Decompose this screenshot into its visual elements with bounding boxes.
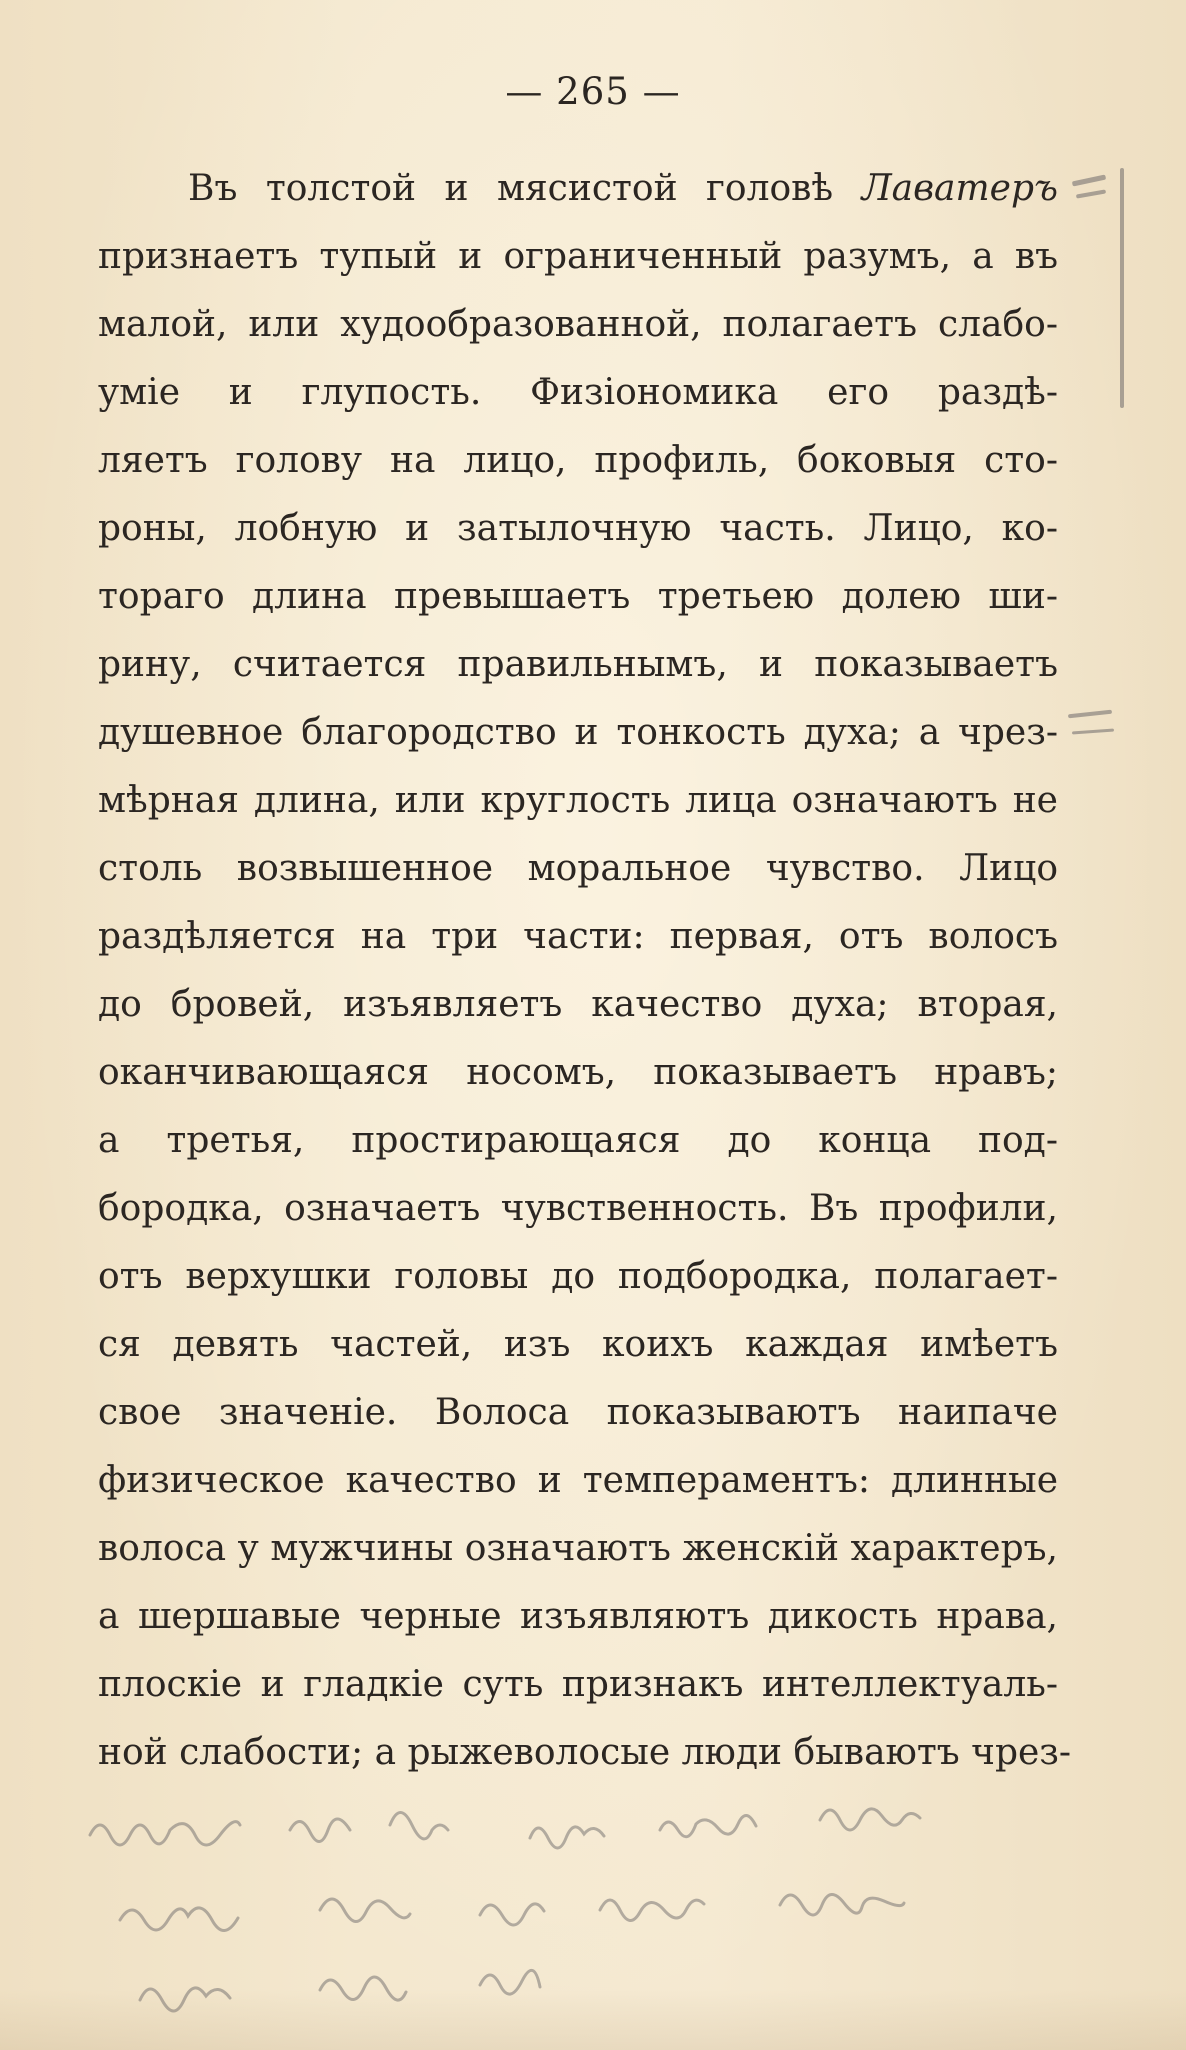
text-line: свое значеніе. Волоса показываютъ наипаче xyxy=(98,1392,1058,1433)
text-line-main: Въ толстой и мясистой головѣ xyxy=(188,168,862,209)
text-line: ся девять частей, изъ коихъ каждая имѣетъ xyxy=(98,1324,1058,1365)
margin-pencil-line xyxy=(1120,168,1124,408)
text-line: ляетъ голову на лицо, профиль, боковыя сто- xyxy=(98,440,1058,481)
margin-pencil-dash xyxy=(1072,175,1106,187)
margin-pencil-dash xyxy=(1068,710,1112,719)
margin-pencil-dash xyxy=(1076,189,1106,198)
text-line: роны, лобную и затылочную часть. Лицо, ко- xyxy=(98,508,1058,549)
margin-pencil-dash xyxy=(1072,729,1114,735)
text-line: физическое качество и темпераментъ: длинные xyxy=(98,1460,1058,1501)
page-number: — 265 — xyxy=(505,70,681,113)
text-line: до бровей, изъявляетъ качество духа; вторая, xyxy=(98,984,1058,1025)
text-line: бородка, означаетъ чувственность. Въ профили, xyxy=(98,1188,1058,1229)
text-line: рину, считается правильнымъ, и показываетъ xyxy=(98,644,1058,685)
text-line: душевное благородство и тонкость духа; а чрез- xyxy=(98,712,1058,753)
text-line: раздѣляется на три части: первая, отъ волосъ xyxy=(98,916,1058,957)
text-line-name: Лаватеръ xyxy=(861,168,1058,209)
text-line: волоса у мужчины означаютъ женскій характеръ, xyxy=(98,1528,1058,1569)
text-line: уміе и глупость. Физіономика его раздѣ- xyxy=(98,372,1058,413)
text-line: плоскіе и гладкіе суть признакъ интеллектуаль- xyxy=(98,1664,1058,1705)
text-line xyxy=(98,155,1058,223)
text-line: а шершавые черные изъявляютъ дикость нрава, xyxy=(98,1596,1058,1637)
text-line: а третья, простирающаяся до конца под- xyxy=(98,1120,1058,1161)
body-text xyxy=(98,155,1072,1787)
text-line: столь возвышенное моральное чувство. Лицо xyxy=(98,848,1058,889)
text-line: оканчивающаяся носомъ, показываетъ нравъ; xyxy=(98,1052,1058,1093)
page-edge-shadow xyxy=(0,1990,1186,2050)
text-line: ной слабости; а рыжеволосые люди бываютъ чрез- xyxy=(98,1732,1072,1773)
text-line: тораго длина превышаетъ третьею долею ши- xyxy=(98,576,1058,617)
text-line: отъ верхушки головы до подбородка, полагает- xyxy=(98,1256,1058,1297)
text-line: признаетъ тупый и ограниченный разумъ, а въ xyxy=(98,236,1058,277)
text-line: малой, или худообразованной, полагаетъ слабо- xyxy=(98,304,1058,345)
text-line: мѣрная длина, или круглость лица означаютъ не xyxy=(98,780,1058,821)
